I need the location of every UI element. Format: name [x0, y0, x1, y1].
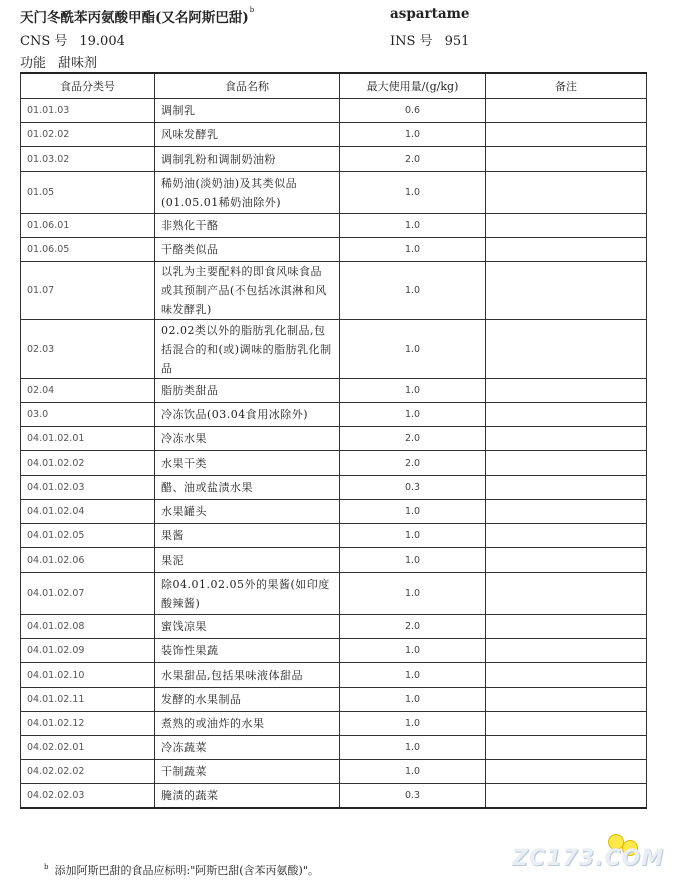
table-row: [21, 123, 647, 147]
ins-value: 951: [444, 34, 470, 49]
table-row: [21, 548, 647, 573]
cell-food-name: 除04.01.02.05外的果酱(如印度酸辣酱): [155, 573, 340, 615]
table-row: [21, 427, 647, 451]
cell-food-name: 干制蔬菜: [155, 760, 340, 784]
cell-remark: [486, 615, 647, 639]
cell-food-code: 04.01.02.11: [21, 688, 155, 712]
cell-remark: [486, 573, 647, 615]
cell-food-code: 04.01.02.12: [21, 712, 155, 736]
cell-food-name: 脂肪类甜品: [155, 379, 340, 403]
cell-remark: [486, 214, 647, 238]
cell-food-code: 04.02.02.03: [21, 784, 155, 808]
cell-max-usage: 1.0: [340, 524, 486, 548]
cell-remark: [486, 379, 647, 403]
cell-food-name: 调制乳粉和调制奶油粉: [155, 147, 340, 172]
column-header-max: 最大使用量/(g/kg): [340, 73, 486, 99]
cell-food-code: 04.01.02.02: [21, 451, 155, 476]
cell-remark: [486, 760, 647, 784]
cell-remark: [486, 688, 647, 712]
column-header-note: 备注: [486, 73, 647, 99]
cell-remark: [486, 639, 647, 663]
table-row: [21, 99, 647, 123]
cell-food-name: 蜜饯凉果: [155, 615, 340, 639]
cell-max-usage: 2.0: [340, 451, 486, 476]
cell-food-name: 水果甜品,包括果味液体甜品: [155, 663, 340, 688]
table-row: [21, 451, 647, 476]
function-line: [20, 52, 97, 71]
cell-max-usage: 2.0: [340, 615, 486, 639]
cell-remark: [486, 320, 647, 379]
cell-food-code: 04.01.02.01: [21, 427, 155, 451]
cell-food-name: 果酱: [155, 524, 340, 548]
cell-remark: [486, 712, 647, 736]
cell-remark: [486, 99, 647, 123]
cell-food-name: 干酪类似品: [155, 238, 340, 262]
cell-food-code: 01.06.05: [21, 238, 155, 262]
cell-remark: [486, 736, 647, 760]
cell-food-name: 稀奶油(淡奶油)及其类似品(01.05.01稀奶油除外): [155, 172, 340, 214]
table-row: [21, 524, 647, 548]
cell-max-usage: 1.0: [340, 238, 486, 262]
cell-food-name: 冷冻水果: [155, 427, 340, 451]
cell-remark: [486, 403, 647, 427]
cell-max-usage: 1.0: [340, 712, 486, 736]
table-row: [21, 238, 647, 262]
cell-food-code: 04.02.02.01: [21, 736, 155, 760]
cell-food-code: 01.01.03: [21, 99, 155, 123]
cell-food-code: 04.01.02.10: [21, 663, 155, 688]
cell-food-name: 装饰性果蔬: [155, 639, 340, 663]
table-row: [21, 712, 647, 736]
title-text: 天门冬酰苯丙氨酸甲酯(又名阿斯巴甜): [20, 10, 249, 26]
cell-max-usage: 1.0: [340, 663, 486, 688]
cell-food-code: 04.01.02.07: [21, 573, 155, 615]
cell-max-usage: 1.0: [340, 760, 486, 784]
cell-remark: [486, 524, 647, 548]
cell-remark: [486, 476, 647, 500]
ins-number: [390, 30, 469, 49]
cell-max-usage: 1.0: [340, 403, 486, 427]
cell-remark: [486, 123, 647, 147]
cell-food-code: 02.03: [21, 320, 155, 379]
table-row: [21, 736, 647, 760]
cell-food-code: 01.03.02: [21, 147, 155, 172]
table-row: [21, 403, 647, 427]
cell-max-usage: 2.0: [340, 427, 486, 451]
table-row: [21, 320, 647, 379]
cell-remark: [486, 500, 647, 524]
cell-remark: [486, 451, 647, 476]
cell-food-name: 发酵的水果制品: [155, 688, 340, 712]
cell-remark: [486, 172, 647, 214]
function-value: 甜味剂: [58, 56, 98, 71]
cell-remark: [486, 663, 647, 688]
cell-food-name: 02.02类以外的脂肪乳化制品,包括混合的和(或)调味的脂肪乳化制品: [155, 320, 340, 379]
cns-value: 19.004: [79, 34, 125, 49]
table-row: [21, 214, 647, 238]
cell-food-name: 非熟化干酪: [155, 214, 340, 238]
cell-max-usage: 1.0: [340, 320, 486, 379]
cell-food-code: 04.01.02.03: [21, 476, 155, 500]
cell-remark: [486, 238, 647, 262]
cell-food-code: 04.01.02.05: [21, 524, 155, 548]
footnote-text: 添加阿斯巴甜的食品应标明:"阿斯巴甜(含苯丙氨酸)"。: [54, 864, 319, 877]
cell-max-usage: 1.0: [340, 379, 486, 403]
cell-food-code: 01.06.01: [21, 214, 155, 238]
watermark-text: ZC173.COM: [512, 846, 665, 871]
cell-food-code: 04.01.02.09: [21, 639, 155, 663]
footnote: [44, 862, 319, 878]
cell-remark: [486, 427, 647, 451]
cell-remark: [486, 548, 647, 573]
cell-max-usage: 0.6: [340, 99, 486, 123]
footnote-marker: b: [44, 863, 49, 872]
table-row: [21, 476, 647, 500]
cell-food-name: 水果罐头: [155, 500, 340, 524]
cell-food-code: 04.02.02.02: [21, 760, 155, 784]
cell-food-name: 腌渍的蔬菜: [155, 784, 340, 808]
table-row: [21, 639, 647, 663]
cell-food-code: 04.01.02.08: [21, 615, 155, 639]
usage-table: [20, 72, 647, 809]
cell-food-code: 01.02.02: [21, 123, 155, 147]
column-header-name: 食品名称: [155, 73, 340, 99]
table-row: [21, 379, 647, 403]
cell-remark: [486, 262, 647, 320]
table-row: [21, 615, 647, 639]
cell-food-code: 03.0: [21, 403, 155, 427]
cell-remark: [486, 784, 647, 808]
table-row: [21, 688, 647, 712]
table-row: [21, 500, 647, 524]
cell-food-code: 01.07: [21, 262, 155, 320]
table-row: [21, 172, 647, 214]
table-row: [21, 784, 647, 808]
cell-max-usage: 1.0: [340, 573, 486, 615]
cell-max-usage: 1.0: [340, 123, 486, 147]
cell-max-usage: 1.0: [340, 639, 486, 663]
cell-food-name: 冷冻饮品(03.04食用冰除外): [155, 403, 340, 427]
additive-title: [20, 6, 254, 26]
cell-max-usage: 1.0: [340, 688, 486, 712]
cell-remark: [486, 147, 647, 172]
cell-food-code: 02.04: [21, 379, 155, 403]
cell-food-name: 调制乳: [155, 99, 340, 123]
english-name: aspartame: [390, 6, 470, 22]
cell-food-name: 水果干类: [155, 451, 340, 476]
table-row: [21, 573, 647, 615]
cell-max-usage: 1.0: [340, 500, 486, 524]
table-row: [21, 147, 647, 172]
cell-max-usage: 1.0: [340, 736, 486, 760]
cell-food-name: 风味发酵乳: [155, 123, 340, 147]
cell-max-usage: 2.0: [340, 147, 486, 172]
table-row: [21, 760, 647, 784]
cell-food-code: 04.01.02.06: [21, 548, 155, 573]
cns-label: CNS 号: [20, 34, 68, 49]
cell-food-code: 01.05: [21, 172, 155, 214]
cns-number: [20, 30, 125, 49]
cell-max-usage: 0.3: [340, 784, 486, 808]
title-footnote-marker: b: [249, 6, 255, 14]
table-header-row: [21, 73, 647, 99]
cell-food-name: 醋、油或盐渍水果: [155, 476, 340, 500]
watermark-logo: [512, 832, 665, 874]
cell-max-usage: 1.0: [340, 548, 486, 573]
table-row: [21, 663, 647, 688]
function-label: 功能: [20, 56, 47, 71]
table-row: [21, 262, 647, 320]
cell-max-usage: 0.3: [340, 476, 486, 500]
cell-max-usage: 1.0: [340, 214, 486, 238]
cell-food-name: 煮熟的或油炸的水果: [155, 712, 340, 736]
cell-food-name: 以乳为主要配料的即食风味食品或其预制产品(不包括冰淇淋和风味发酵乳): [155, 262, 340, 320]
cell-max-usage: 1.0: [340, 172, 486, 214]
cell-food-code: 04.01.02.04: [21, 500, 155, 524]
cell-food-name: 冷冻蔬菜: [155, 736, 340, 760]
ins-label: INS 号: [390, 34, 433, 49]
cell-max-usage: 1.0: [340, 262, 486, 320]
column-header-code: 食品分类号: [21, 73, 155, 99]
cell-food-name: 果泥: [155, 548, 340, 573]
